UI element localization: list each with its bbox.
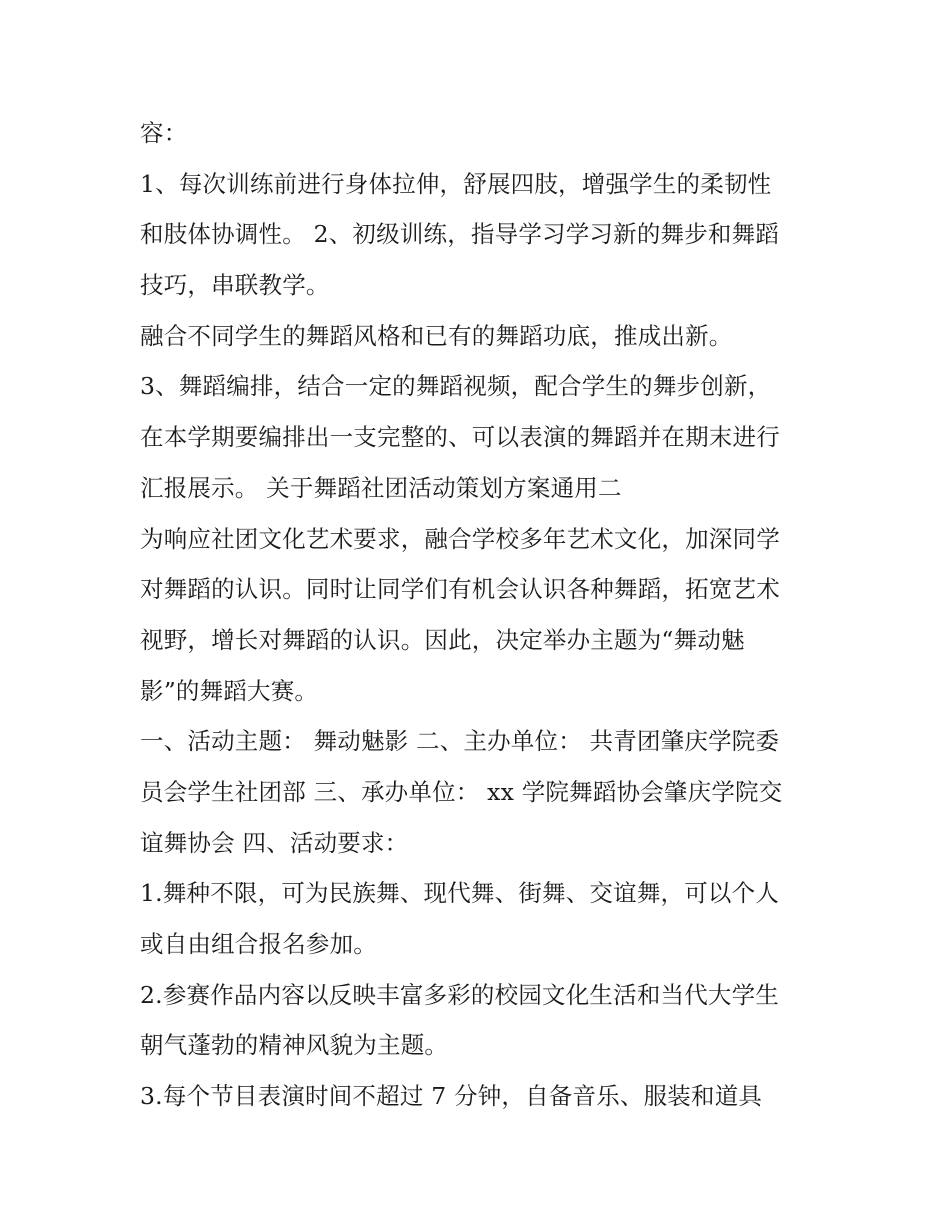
text-line: 2.参赛作品内容以反映丰富多彩的校园文化生活和当代大学生 [140, 980, 780, 1009]
text-line: 1.舞种不限，可为民族舞、现代舞、街舞、交谊舞，可以个人 [140, 879, 780, 908]
text-line: 和肢体协调性。 2、初级训练，指导学习学习新的舞步和舞蹈 [140, 220, 780, 249]
text-line: 为响应社团文化艺术要求，融合学校多年艺术文化，加深同学 [140, 524, 780, 553]
text-line: 影”的舞蹈大赛。 [140, 676, 319, 705]
text-line: 3.每个节目表演时间不超过 7 分钟，自备音乐、服装和道具 [140, 1082, 763, 1111]
text-line: 员会学生社团部 三、承办单位： xx 学院舞蹈协会肇庆学院交 [140, 777, 783, 806]
text-line: 3、舞蹈编排，结合一定的舞蹈视频，配合学生的舞步创新， [140, 372, 772, 401]
document-body [140, 108, 820, 1122]
text-line: 一、活动主题： 舞动魅影 二、主办单位： 共青团肇庆学院委 [140, 727, 780, 756]
text-line: 技巧，串联教学。 [140, 271, 330, 300]
text-line: 对舞蹈的认识。同时让同学们有机会认识各种舞蹈，拓宽艺术 [140, 575, 780, 604]
text-line: 朝气蓬勃的精神风貌为主题。 [140, 1031, 449, 1060]
text-line: 融合不同学生的舞蹈风格和已有的舞蹈功底，推成出新。 [140, 321, 733, 350]
text-line: 或自由组合报名参加。 [140, 930, 377, 958]
text-line: 谊舞协会 四、活动要求： [140, 828, 409, 857]
text-line: 汇报展示。 关于舞蹈社团活动策划方案通用二 [140, 473, 622, 502]
text-line: 在本学期要编排出一支完整的、可以表演的舞蹈并在期末进行 [140, 423, 780, 452]
text-line: 1、每次训练前进行身体拉伸，舒展四肢，增强学生的柔韧性 [140, 169, 772, 198]
text-line: 视野，增长对舞蹈的认识。因此，决定举办主题为“舞动魅 [140, 625, 745, 654]
text-line: 容： [140, 119, 188, 147]
